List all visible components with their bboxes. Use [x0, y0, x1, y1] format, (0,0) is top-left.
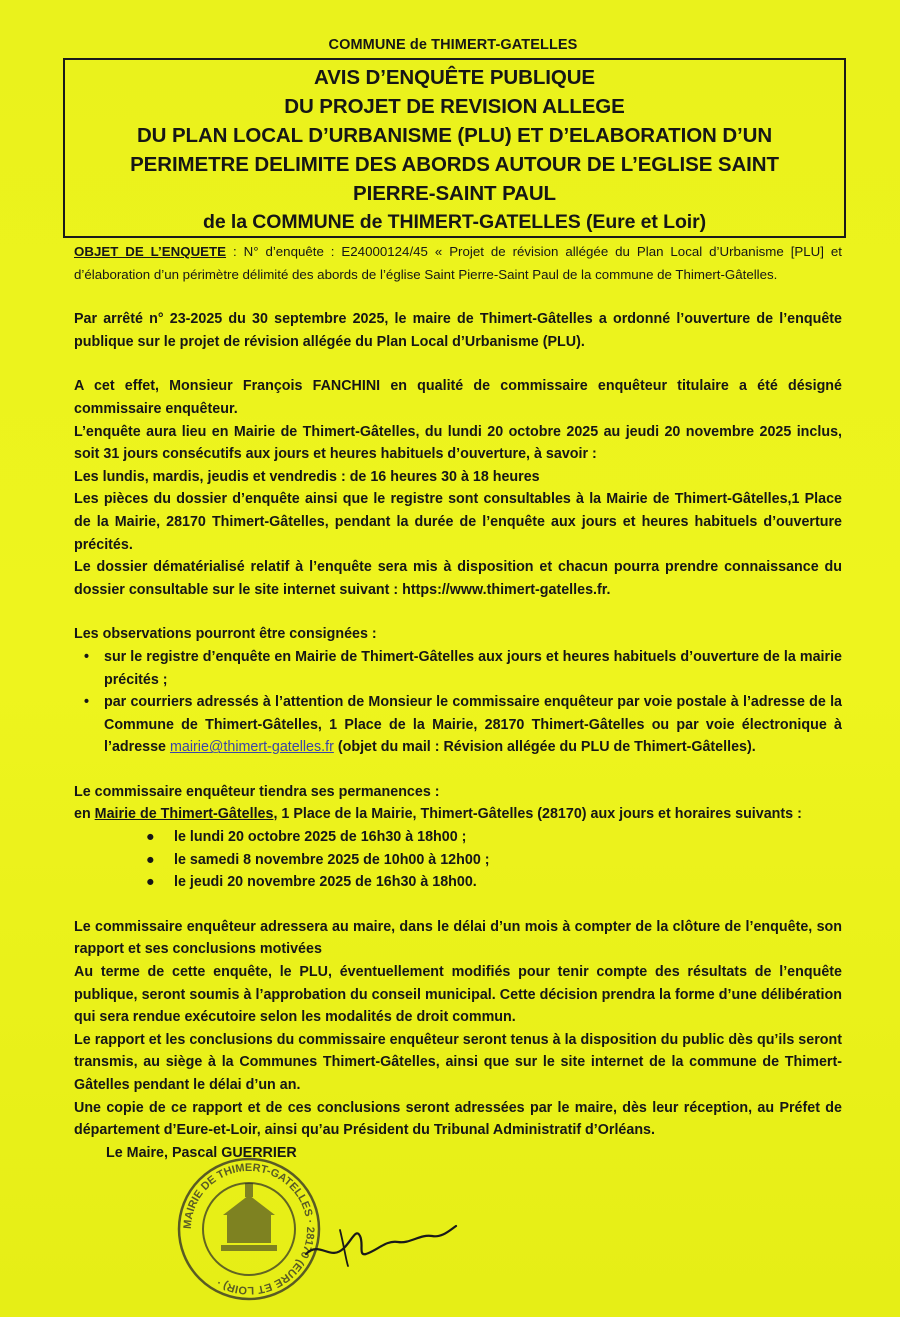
- permanence-date: le samedi 8 novembre 2025 de 10h00 à 12h00 ;: [174, 851, 490, 868]
- permanences-intro: Le commissaire enquêteur tiendra ses permanences :: [74, 783, 440, 800]
- copie-paragraph: Une copie de ce rapport et de ces conclusions seront adressées par le maire, dès leur réception, au Préfet de département d’Eure-et-Loir, ainsi qu’au Président du Tribunal Administratif d’Orléans.: [74, 1099, 842, 1139]
- notice-body: [74, 241, 842, 1166]
- terme-paragraph: Au terme de cette enquête, le PLU, éventuellement modifiés pour tenir compte des résultats de l’enquête publique, seront soumis à l’approbation du conseil municipal. Cette décision prendra la forme d’une délibération qui sera rendue exécutoire selon les modalités de droit commun.: [74, 964, 842, 1026]
- bullet-icon: ●: [146, 829, 155, 846]
- title-line: de la COMMUNE de THIMERT-GATELLES (Eure et Loir): [203, 211, 706, 233]
- list-item: [146, 826, 842, 849]
- email-link[interactable]: mairie@thimert-gatelles.fr: [169, 739, 334, 756]
- title-line: AVIS D’ENQUÊTE PUBLIQUE: [314, 66, 595, 89]
- title-line: DU PLAN LOCAL D’URBANISME (PLU) ET D’ELABORATION D’UN: [136, 124, 773, 147]
- lieu-paragraph: L’enquête aura lieu en Mairie de Thimert-Gâtelles, du lundi 20 octobre 2025 au jeudi 20 novembre 2025 inclus, soit 31 jours consécutifs aux jours et heures habituels d’ouverture, à savoir :: [74, 423, 842, 463]
- bullet-icon: ●: [146, 874, 155, 891]
- disposition-paragraph: Le rapport et les conclusions du commissaire enquêteur seront tenus à la disposition du public dès qu’ils seront transmis, au siège à la Communes Thimert-Gâtelles, ainsi que sur le site internet de la commune de Thimert-Gâtelles pendant le délai d’un an.: [74, 1031, 842, 1093]
- permanence-date: le jeudi 20 novembre 2025 de 16h30 à 18h00.: [174, 874, 477, 891]
- bullet-icon: •: [84, 694, 90, 711]
- observation-text-part: par courriers adressés à l’attention de Monsieur le commissaire enquêteur par voie postale à l’adresse de la Commune de Thimert-Gâtelles, 1 Place de la Mairie, 28170 Thimert-Gâtelles ou par voie électronique à l’adresse: [104, 694, 842, 756]
- title-line: PIERRE-SAINT PAUL: [353, 182, 556, 205]
- permanences-text: en: [74, 806, 95, 823]
- pieces-paragraph: Les pièces du dossier d’enquête ainsi que le registre sont consultables à la Mairie de Thimert-Gâtelles,1 Place de la Mairie, 28170 Thimert-Gâtelles, pendant la durée de l’enquête aux jours et heures habituels d’ouverture précités.: [74, 491, 842, 553]
- dossier-paragraph: Le dossier dématérialisé relatif à l’enquête sera mis à disposition et chacun pourra prendre connaissance du dossier consultable sur le site internet suivant : https://www.thimert-gatelles.fr.: [74, 559, 842, 598]
- list-item: [146, 871, 842, 894]
- permanence-date: le lundi 20 octobre 2025 de 16h30 à 18h00 ;: [174, 829, 467, 846]
- stamp-text: MAIRIE DE THIMERT-GATELLES · 28170 (EURE ET LOIR) ·: [181, 1161, 317, 1297]
- observation-item: [74, 691, 842, 759]
- permanences-text: , 1 Place de la Mairie, Thimert-Gâtelles (28170) aux jours et horaires suivants :: [273, 806, 802, 823]
- observation-text-part: (objet du mail : Révision allégée du PLU de Thimert-Gâtelles).: [333, 739, 756, 756]
- bullet-icon: •: [84, 648, 90, 665]
- objet-label: OBJET DE L’ENQUETE: [74, 244, 227, 259]
- permanences-list: [74, 826, 842, 894]
- rapport-paragraph: Le commissaire enquêteur adressera au maire, dans le délai d’un mois à compter de la clôture de l’enquête, son rapport et ses conclusions motivées: [74, 918, 842, 958]
- permanences-location: [74, 803, 842, 826]
- objet-paragraph: [74, 241, 842, 286]
- list-item: [146, 849, 842, 872]
- observation-text: [104, 691, 842, 759]
- objet-text: : N° d’enquête : E24000124/45 « Projet de révision allégée du Plan Local d’Urbanisme [PLU] et d’élaboration d’un périmètre délimité des abords de l’église Saint Pierre-Saint Paul de la commune de Thimert-Gâtelles.: [74, 244, 842, 282]
- observation-item: [74, 646, 842, 691]
- signature-icon: [300, 1210, 460, 1270]
- horaires-paragraph: Les lundis, mardis, jeudis et vendredis : de 16 heures 30 à 18 heures: [74, 468, 540, 485]
- title-line: DU PROJET DE REVISION ALLEGE: [284, 95, 625, 118]
- mayor-signature-line: Le Maire, Pascal GUERRIER: [106, 1144, 297, 1161]
- title-box: [63, 58, 846, 238]
- permanences-place: Mairie de Thimert-Gâtelles: [94, 806, 274, 823]
- commune-header: COMMUNE de THIMERT-GATELLES: [328, 37, 578, 53]
- bullet-icon: ●: [146, 851, 155, 868]
- arrete-paragraph: Par arrêté n° 23-2025 du 30 septembre 2025, le maire de Thimert-Gâtelles a ordonné l’ouverture de l’enquête publique sur le projet de révision allégée du Plan Local d’Urbanisme (PLU).: [74, 311, 842, 350]
- title-line: PERIMETRE DELIMITE DES ABORDS AUTOUR DE L’EGLISE SAINT: [130, 153, 779, 176]
- observation-text: sur le registre d’enquête en Mairie de Thimert-Gâtelles aux jours et heures habituels d’ouverture de la mairie précités ;: [104, 648, 842, 688]
- observations-intro: Les observations pourront être consignées :: [74, 626, 377, 643]
- commissaire-paragraph: A cet effet, Monsieur François FANCHINI en qualité de commissaire enquêteur titulaire a été désigné commissaire enquêteur.: [74, 378, 842, 417]
